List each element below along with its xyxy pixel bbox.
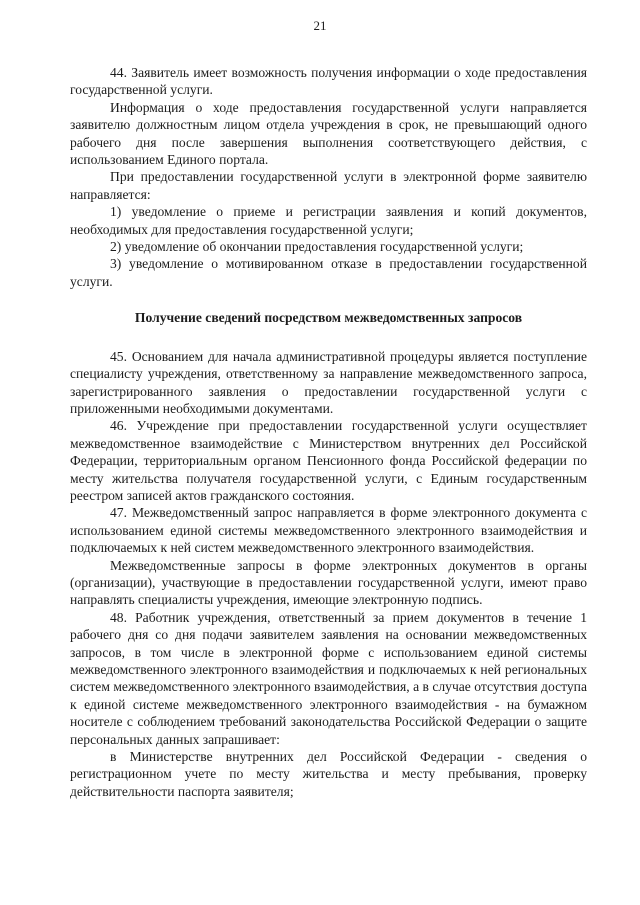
paragraph-electronic-form: При предоставлении государственной услуги в электронной форме заявителю направляется: [70,169,587,202]
page-number: 21 [313,18,327,33]
paragraph-electronic-requests: Межведомственные запросы в форме электронных документов в органы (организации), участвующие в предоставлении государственной услуги, имеют право направлять специалисты учреждения, имеющие электронную подпись. [70,557,587,608]
paragraph-47: 47. Межведомственный запрос направляется в форме электронного документа с использованием единой системы межведомственного электронного взаимодействия и подключаемых к ней систем межведомственного электронного взаимодействия. [70,505,587,556]
paragraph-44: 44. Заявитель имеет возможность получения информации о ходе предоставления государственной услуги. [70,65,587,98]
paragraph-progress-info: Информация о ходе предоставления государственной услуги направляется заявителю должностным лицом отдела учреждения в срок, не превышающий одного рабочего дня после завершения выполнения соответствующего действия, с использованием Единого портала. [70,99,587,168]
document-body [70,64,587,800]
list-item-1: 1) уведомление о приеме и регистрации заявления и копий документов, необходимых для предоставления государственной услуги; [70,204,587,237]
section-heading: Получение сведений посредством межведомственных запросов [134,310,523,326]
list-item-2: 2) уведомление об окончании предоставления государственной услуги; [110,239,524,255]
paragraph-mvd: в Министерстве внутренних дел Российской Федерации - сведения о регистрационном учете по месту жительства и месту пребывания, проверку действительности паспорта заявителя; [70,749,587,799]
paragraph-48: 48. Работник учреждения, ответственный за прием документов в течение 1 рабочего дня со дня подачи заявителем заявления на основании межведомственных запросов, в том числе в электронной форме с использованием единой системы межведомственного электронного взаимодействия и подключаемых к ней региональных систем межведомственного электронного взаимодействия, а в случае отсутствия доступа к единой системе межведомственного электронного взаимодействия - на бумажном носителе с соблюдением требований законодательства Российской Федерации о защите персональных данных запрашивает: [70,609,587,747]
list-item-3: 3) уведомление о мотивированном отказе в предоставлении государственной услуги. [70,256,587,289]
paragraph-46: 46. Учреждение при предоставлении государственной услуги осуществляет межведомственное взаимодействие с Министерством внутренних дел Российской Федерации, территориальным органом Пенсионного фонда Российской федерации по месту жительства получателя государственной услуги, с Единым государственным реестром записей актов гражданского состояния. [70,418,587,503]
paragraph-45: 45. Основанием для начала административной процедуры является поступление специалисту учреждения, ответственному за направление межведомственного запроса, зарегистрированного заявления о предоставлении государственной услуги с приложенными необходимыми документами. [70,348,587,416]
